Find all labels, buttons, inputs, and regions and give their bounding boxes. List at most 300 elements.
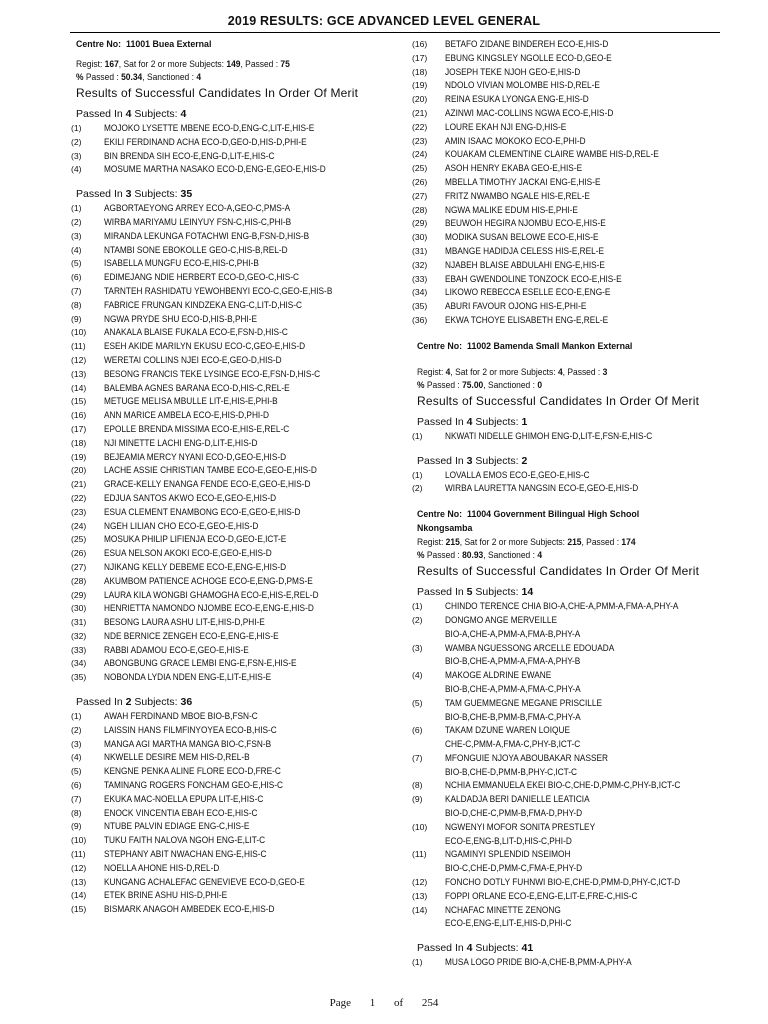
- list-item: [71, 876, 406, 890]
- entry-number: (31): [71, 617, 87, 628]
- entry-number: (6): [71, 780, 82, 791]
- entry-number: (32): [71, 630, 87, 641]
- entry-number: (8): [71, 299, 82, 310]
- entry-number: (34): [412, 287, 428, 298]
- entry-number: (2): [71, 136, 82, 147]
- entry-number: (3): [71, 150, 82, 161]
- list-item: [71, 602, 406, 616]
- list-item: [71, 547, 406, 561]
- list-item: [412, 697, 747, 725]
- entry-text: KOUAKAM CLEMENTINE CLAIRE WAMBE HIS-D,REL-E: [445, 149, 659, 160]
- list-item: [412, 848, 747, 876]
- entry-number: (20): [412, 94, 428, 105]
- entry-text: ISABELLA MUNGFU ECO-E,HIS-C,PHI-B: [104, 258, 259, 269]
- group-heading: [417, 454, 747, 469]
- list-item: [412, 259, 747, 273]
- entry-number: (5): [71, 258, 82, 269]
- entry-subjects: ECO-E,ENG-B,LIT-D,HIS-C,PHI-D: [445, 835, 572, 846]
- entry-text: BIN BRENDA SIH ECO-E,ENG-D,LIT-E,HIS-C: [104, 150, 275, 161]
- entry-number: (21): [71, 479, 87, 490]
- list-item: [412, 190, 747, 204]
- list-item: [71, 862, 406, 876]
- entry-text: KUNGANG ACHALEFAC GENEVIEVE ECO-D,GEO-E: [104, 876, 305, 887]
- entry-text: ESUA CLEMENT ENAMBONG ECO-E,GEO-E,HIS-D: [104, 506, 301, 517]
- entry-number: (33): [412, 273, 428, 284]
- group-subject-count: 4: [466, 942, 473, 955]
- list-item: [71, 437, 406, 451]
- entry-text: TAKAM DZUNE WAREN LOIQUE: [445, 725, 570, 736]
- entry-text: NKWATI NIDELLE GHIMOH ENG-D,LIT-E,FSN-E,HIS-C: [445, 430, 653, 441]
- entry-number: (25): [412, 163, 428, 174]
- entry-text: TARNTEH RASHIDATU YEWOHBENYI ECO-C,GEO-E,HIS-B: [104, 285, 333, 296]
- entry-number: (30): [412, 232, 428, 243]
- entry-number: (32): [412, 259, 428, 270]
- entry-text: KALDADJA BERI DANIELLE LEATICIA: [445, 794, 590, 805]
- list-item: [71, 230, 406, 244]
- group-label: Passed In: [417, 454, 464, 467]
- list-item: [71, 710, 406, 724]
- list-item: [412, 135, 747, 149]
- list-item: [71, 616, 406, 630]
- entry-number: (9): [71, 821, 82, 832]
- list-item: [71, 765, 406, 779]
- entry-subjects: BIO-B,CHE-D,PMM-B,PHY-C,ICT-C: [445, 766, 578, 777]
- entry-text: REINA ESUKA LYONGA ENG-E,HIS-D: [445, 94, 589, 105]
- entry-text: LIKOWO REBECCA ESELLE ECO-E,ENG-E: [445, 287, 611, 298]
- list-item: [412, 876, 747, 890]
- entry-text: NGWA PRYDE SHU ECO-D,HIS-B,PHI-E: [104, 313, 257, 324]
- list-item: [71, 451, 406, 465]
- list-item: [412, 779, 747, 793]
- entry-number: (34): [71, 658, 87, 669]
- centre-percent: % Passed : 80.93, Sanctioned : 4: [417, 550, 543, 561]
- entry-number: (27): [412, 190, 428, 201]
- entry-subjects: BIO-B,CHE-A,PMM-A,FMA-C,PHY-A: [445, 683, 581, 694]
- entry-number: (13): [71, 368, 87, 379]
- entry-text: NCHIA EMMANUELA EKEI BIO-C,CHE-D,PMM-C,PHY-B,ICT-C: [445, 780, 681, 791]
- entry-text: MAKOGE ALDRINE EWANE: [445, 670, 552, 681]
- entry-text: NJABEH BLAISE ABDULAHI ENG-E,HIS-E: [445, 259, 605, 270]
- entry-number: (2): [71, 724, 82, 735]
- results-list-continued: [412, 38, 747, 328]
- list-item: [412, 600, 747, 614]
- group-subject-count: 3: [125, 188, 132, 201]
- entry-number: (3): [412, 642, 423, 653]
- entry-text: HENRIETTA NAMONDO NJOMBE ECO-E,ENG-E,HIS-D: [104, 603, 314, 614]
- entry-number: (36): [412, 314, 428, 325]
- entry-number: (23): [71, 506, 87, 517]
- entry-text: DONGMO ANGE MERVEILLE: [445, 614, 557, 625]
- list-item: [71, 464, 406, 478]
- list-item: [71, 820, 406, 834]
- entry-number: (2): [412, 614, 423, 625]
- entry-number: (9): [412, 794, 423, 805]
- entry-text: FONCHO DOTLY FUHNWI BIO-E,CHE-D,PMM-D,PHY-C,ICT-D: [445, 877, 681, 888]
- entry-subjects: BIO-A,CHE-A,PMM-A,FMA-B,PHY-A: [445, 628, 581, 639]
- entry-number: (13): [412, 890, 428, 901]
- entry-number: (6): [412, 725, 423, 736]
- entry-number: (17): [412, 52, 428, 63]
- group-count: 35: [180, 188, 193, 201]
- list-item: [412, 273, 747, 287]
- entry-number: (10): [71, 327, 87, 338]
- entry-number: (5): [412, 697, 423, 708]
- entry-number: (18): [71, 437, 87, 448]
- list-item: [412, 642, 747, 670]
- entry-number: (26): [71, 548, 87, 559]
- group-label: Passed In: [417, 586, 464, 599]
- entry-text: LOURE EKAH NJI ENG-D,HIS-E: [445, 121, 567, 132]
- entry-text: WERETAI COLLINS NJEI ECO-E,GEO-D,HIS-D: [104, 354, 282, 365]
- entry-text: EBUNG KINGSLEY NGOLLE ECO-D,GEO-E: [445, 52, 612, 63]
- entry-number: (1): [412, 430, 423, 441]
- entry-text: BALEMBA AGNES BARANA ECO-D,HIS-C,REL-E: [104, 382, 290, 393]
- entry-number: (7): [71, 793, 82, 804]
- entry-number: (27): [71, 561, 87, 572]
- entry-text: NCHAFAC MINETTE ZENONG: [445, 904, 561, 915]
- group-suffix: Subjects:: [472, 454, 522, 467]
- results-heading: Results of Successful Candidates In Order Of Merit: [76, 86, 359, 100]
- entry-number: (4): [71, 752, 82, 763]
- entry-text: ETEK BRINE ASHU HIS-D,PHI-E: [104, 890, 228, 901]
- centre-header-line2: Nkongsamba: [417, 523, 473, 535]
- results-list: [71, 107, 406, 917]
- list-item: [71, 506, 406, 520]
- list-item: [412, 121, 747, 135]
- entry-text: METUGE MELISA MBULLE LIT-E,HIS-E,PHI-B: [104, 396, 278, 407]
- list-item: [71, 163, 406, 177]
- list-item: [71, 382, 406, 396]
- entry-number: (14): [71, 890, 87, 901]
- entry-number: (11): [412, 849, 427, 860]
- group-label: Passed In: [417, 415, 464, 428]
- entry-text: MIRANDA LEKUNGA FOTACHWI ENG-B,FSN-D,HIS-B: [104, 230, 310, 241]
- title-divider: [70, 32, 720, 33]
- group-heading: [76, 187, 406, 202]
- entry-number: (14): [412, 904, 428, 915]
- list-item: [71, 807, 406, 821]
- group-count: 14: [521, 586, 534, 599]
- entry-text: JOSEPH TEKE NJOH GEO-E,HIS-D: [445, 66, 581, 77]
- entry-number: (4): [71, 244, 82, 255]
- entry-number: (22): [71, 492, 87, 503]
- list-item: [412, 79, 747, 93]
- entry-text: CHINDO TERENCE CHIA BIO-A,CHE-A,PMM-A,FMA-A,PHY-A: [445, 601, 679, 612]
- entry-text: AGBORTAEYONG ARREY ECO-A,GEO-C,PMS-A: [104, 203, 291, 214]
- list-item: [71, 150, 406, 164]
- entry-number: (1): [71, 123, 82, 133]
- entry-number: (24): [71, 520, 87, 531]
- entry-text: TAM GUEMMEGNE MEGANE PRISCILLE: [445, 697, 602, 708]
- entry-number: (3): [71, 738, 82, 749]
- entry-text: EKILI FERDINAND ACHA ECO-D,GEO-D,HIS-D,PHI-E: [104, 136, 307, 147]
- group-subject-count: 3: [466, 454, 473, 467]
- entry-number: (16): [412, 39, 428, 49]
- group-subject-count: 4: [125, 108, 132, 120]
- entry-number: (13): [71, 876, 87, 887]
- entry-number: (2): [71, 216, 82, 227]
- list-item: [71, 575, 406, 589]
- list-item: [412, 614, 747, 642]
- list-item: [71, 299, 406, 313]
- entry-text: NDE BERNICE ZENGEH ECO-E,ENG-E,HIS-E: [104, 630, 279, 641]
- entry-text: RABBI ADAMOU ECO-E,GEO-E,HIS-E: [104, 644, 249, 655]
- list-item: [412, 821, 747, 849]
- centre-stats: Regist: 167, Sat for 2 or more Subjects: 149, Passed : 75: [76, 59, 290, 69]
- page-footer: [0, 997, 768, 1009]
- entry-number: (29): [412, 218, 428, 229]
- entry-text: NTAMBI SONE EBOKOLLE GEO-C,HIS-B,REL-D: [104, 244, 288, 255]
- list-item: [412, 93, 747, 107]
- centre-header: Centre No: 11001 Buea External: [76, 39, 212, 50]
- entry-text: ABURI FAVOUR OJONG HIS-E,PHI-E: [445, 301, 587, 312]
- group-suffix: Subjects:: [472, 942, 522, 955]
- entry-text: NDOLO VIVIAN MOLOMBE HIS-D,REL-E: [445, 80, 600, 91]
- entry-number: (31): [412, 245, 428, 256]
- entry-text: WIRBA MARIYAMU LEINYUY FSN-C,HIS-C,PHI-B: [104, 216, 292, 227]
- entry-text: NOELLA AHONE HIS-D,REL-D: [104, 862, 220, 873]
- entry-number: (8): [71, 807, 82, 818]
- entry-number: (8): [412, 780, 423, 791]
- group-count: 36: [180, 696, 193, 709]
- list-item: [412, 752, 747, 780]
- list-item: [71, 738, 406, 752]
- list-item: [71, 354, 406, 368]
- group-heading: [417, 415, 747, 430]
- entry-text: NJI MINETTE LACHI ENG-D,LIT-E,HIS-D: [104, 437, 258, 448]
- group-subject-count: 4: [466, 415, 473, 428]
- entry-number: (29): [71, 589, 87, 600]
- list-item: [71, 423, 406, 437]
- entry-text: ESUA NELSON AKOKI ECO-E,GEO-E,HIS-D: [104, 548, 272, 559]
- entry-number: (30): [71, 603, 87, 614]
- list-item: [71, 657, 406, 671]
- list-item: [412, 66, 747, 80]
- entry-number: (1): [412, 601, 423, 612]
- entry-subjects: CHE-C,PMM-A,FMA-C,PHY-B,ICT-C: [445, 739, 581, 750]
- list-item: [71, 889, 406, 903]
- list-item: [412, 793, 747, 821]
- list-item: [71, 368, 406, 382]
- entry-number: (11): [71, 341, 86, 352]
- entry-text: STEPHANY ABIT NWACHAN ENG-E,HIS-C: [104, 849, 267, 860]
- entry-text: EPOLLE BRENDA MISSIMA ECO-E,HIS-E,REL-C: [104, 423, 290, 434]
- entry-text: NGWENYI MOFOR SONITA PRESTLEY: [445, 821, 596, 832]
- entry-number: (19): [71, 451, 87, 462]
- entry-text: FRITZ NWAMBO NGALE HIS-E,REL-E: [445, 190, 590, 201]
- left-column: [71, 38, 406, 917]
- entry-number: (23): [412, 135, 428, 146]
- entry-number: (1): [71, 711, 82, 722]
- group-count: 2: [521, 454, 528, 467]
- list-item: [71, 630, 406, 644]
- list-item: [71, 724, 406, 738]
- list-item: [412, 162, 747, 176]
- entry-number: (12): [412, 877, 428, 888]
- entry-number: (35): [71, 672, 87, 683]
- entry-subjects: BIO-C,CHE-D,PMM-C,FMA-E,PHY-D: [445, 863, 583, 874]
- entry-text: NKWELLE DESIRE MEM HIS-D,REL-B: [104, 752, 250, 763]
- entry-subjects: BIO-B,CHE-B,PMM-B,FMA-C,PHY-A: [445, 711, 581, 722]
- entry-text: NJIKANG KELLY DEBEME ECO-E,ENG-E,HIS-D: [104, 561, 287, 572]
- entry-text: MBANGE HADIDJA CELESS HIS-E,REL-E: [445, 245, 604, 256]
- list-item: [71, 395, 406, 409]
- group-suffix: Subjects:: [472, 586, 522, 599]
- entry-number: (7): [71, 285, 82, 296]
- list-item: [71, 122, 406, 136]
- entry-subjects: BIO-B,CHE-A,PMM-A,FMA-A,PHY-B: [445, 656, 581, 667]
- list-item: [412, 300, 747, 314]
- entry-number: (1): [412, 957, 423, 968]
- group-suffix: Subjects:: [472, 415, 522, 428]
- list-item: [71, 848, 406, 862]
- list-item: [412, 52, 747, 66]
- group-suffix: Subjects:: [131, 108, 181, 120]
- list-item: [71, 478, 406, 492]
- entry-number: (10): [412, 821, 428, 832]
- entry-text: BESONG FRANCIS TEKE LYSINGE ECO-E,FSN-D,HIS-C: [104, 368, 321, 379]
- list-item: [412, 904, 747, 932]
- entry-text: ENOCK VINCENTIA EBAH ECO-E,HIS-C: [104, 807, 258, 818]
- entry-text: BEUWOH HEGIRA NJOMBU ECO-E,HIS-E: [445, 218, 606, 229]
- entry-number: (17): [71, 423, 87, 434]
- entry-number: (12): [71, 862, 87, 873]
- list-item: [71, 779, 406, 793]
- list-item: [71, 136, 406, 150]
- entry-text: WAMBA NGUESSONG ARCELLE EDOUADA: [445, 642, 615, 653]
- entry-text: MODIKA SUSAN BELOWE ECO-E,HIS-E: [445, 232, 599, 243]
- entry-number: (19): [412, 80, 428, 91]
- entry-text: GRACE-KELLY ENANGA FENDE ECO-E,GEO-E,HIS-D: [104, 479, 311, 490]
- group-count: 1: [521, 415, 528, 428]
- entry-text: NGWA MALIKE EDUM HIS-E,PHI-E: [445, 204, 578, 215]
- entry-text: ASOH HENRY EKABA GEO-E,HIS-E: [445, 163, 583, 174]
- list-item: [71, 589, 406, 603]
- entry-text: ANAKALA BLAISE FUKALA ECO-E,FSN-D,HIS-C: [104, 327, 288, 338]
- page-total: 254: [421, 997, 439, 1009]
- entry-number: (9): [71, 313, 82, 324]
- entry-text: EBAH GWENDOLINE TONZOCK ECO-E,HIS-E: [445, 273, 622, 284]
- list-item: [71, 644, 406, 658]
- list-item: [412, 669, 747, 697]
- list-item: [71, 834, 406, 848]
- list-item: [412, 314, 747, 328]
- entry-text: ANN MARICE AMBELA ECO-E,HIS-D,PHI-D: [104, 410, 269, 421]
- entry-text: AWAH FERDINAND MBOE BIO-B,FSN-C: [104, 711, 258, 722]
- list-item: [412, 204, 747, 218]
- entry-text: NTUBE PALVIN EDIAGE ENG-C,HIS-E: [104, 821, 250, 832]
- group-label: Passed In: [76, 188, 123, 201]
- entry-text: NGAMINYI SPLENDID NSEIMOH: [445, 849, 571, 860]
- list-item: [412, 482, 747, 496]
- list-item: [71, 285, 406, 299]
- entry-text: TUKU FAITH NALOVA NGOH ENG-E,LIT-C: [104, 835, 266, 846]
- entry-number: (7): [412, 752, 423, 763]
- group-label: Passed In: [76, 108, 123, 120]
- entry-number: (4): [412, 670, 423, 681]
- entry-text: NGEH LILIAN CHO ECO-E,GEO-E,HIS-D: [104, 520, 259, 531]
- list-item: [412, 286, 747, 300]
- list-item: [71, 326, 406, 340]
- entry-number: (35): [412, 301, 428, 312]
- list-item: [412, 890, 747, 904]
- entry-number: (4): [71, 164, 82, 175]
- list-item: [71, 271, 406, 285]
- list-item: [412, 469, 747, 483]
- entry-number: (24): [412, 149, 428, 160]
- entry-number: (16): [71, 410, 87, 421]
- entry-text: EDIMEJANG NDIE HERBERT ECO-D,GEO-C,HIS-C: [104, 272, 299, 283]
- entry-subjects: ECO-E,ENG-E,LIT-E,HIS-D,PHI-C: [445, 918, 572, 929]
- entry-text: LOVALLA EMOS ECO-E,GEO-E,HIS-C: [445, 469, 590, 480]
- entry-text: BETAFO ZIDANE BINDEREH ECO-E,HIS-D: [445, 39, 609, 49]
- list-item: [412, 176, 747, 190]
- group-heading: [76, 695, 406, 710]
- entry-text: FABRICE FRUNGAN KINDZEKA ENG-C,LIT-D,HIS-C: [104, 299, 303, 310]
- entry-text: LAURA KILA WONGBI GHAMOGHA ECO-E,HIS-E,REL-D: [104, 589, 319, 600]
- group-subject-count: 2: [125, 696, 132, 709]
- group-suffix: Subjects:: [131, 188, 181, 201]
- centre-header: Centre No: 11004 Government Bilingual High School: [417, 509, 640, 521]
- entry-text: TAMINANG ROGERS FONCHAM GEO-E,HIS-C: [104, 780, 284, 791]
- group-suffix: Subjects:: [131, 696, 181, 709]
- list-item: [412, 956, 747, 970]
- list-item: [71, 492, 406, 506]
- entry-number: (25): [71, 534, 87, 545]
- entry-number: (26): [412, 176, 428, 187]
- entry-number: (12): [71, 354, 87, 365]
- entry-text: ABONGBUNG GRACE LEMBI ENG-E,FSN-E,HIS-E: [104, 658, 297, 669]
- entry-text: MOJOKO LYSETTE MBENE ECO-D,ENG-C,LIT-E,HIS-E: [104, 123, 315, 133]
- entry-text: MFONGUIE NJOYA ABOUBAKAR NASSER: [445, 752, 608, 763]
- entry-text: LAISSIN HANS FILMFINYOYEA ECO-B,HIS-C: [104, 724, 277, 735]
- entry-number: (6): [71, 272, 82, 283]
- entry-text: MBELLA TIMOTHY JACKAI ENG-E,HIS-E: [445, 176, 601, 187]
- list-item: [71, 202, 406, 216]
- list-item: [412, 107, 747, 121]
- group-label: Passed In: [76, 696, 123, 709]
- group-heading: [417, 585, 747, 600]
- group-heading: [417, 941, 747, 956]
- entry-text: AKUMBOM PATIENCE ACHOGE ECO-E,ENG-D,PMS-E: [104, 575, 313, 586]
- centre-percent: % Passed : 75.00, Sanctioned : 0: [417, 379, 543, 390]
- entry-number: (1): [71, 203, 82, 214]
- centre-stats: Regist: 215, Sat for 2 or more Subjects: 215, Passed : 174: [417, 537, 636, 548]
- entry-number: (22): [412, 121, 428, 132]
- results-list: [412, 415, 747, 496]
- list-item: [71, 561, 406, 575]
- list-item: [71, 409, 406, 423]
- list-item: [71, 671, 406, 685]
- entry-number: (15): [71, 904, 87, 915]
- results-heading: Results of Successful Candidates In Order Of Merit: [417, 393, 700, 408]
- list-item: [412, 38, 747, 52]
- of-label: of: [393, 997, 404, 1009]
- page-number: 1: [369, 997, 376, 1009]
- entry-text: BESONG LAURA ASHU LIT-E,HIS-D,PHI-E: [104, 617, 265, 628]
- list-item: [71, 257, 406, 271]
- list-item: [412, 148, 747, 162]
- entry-text: MOSUME MARTHA NASAKO ECO-D,ENG-E,GEO-E,HIS-D: [104, 164, 326, 175]
- entry-text: AMIN ISAAC MOKOKO ECO-E,PHI-D: [445, 135, 586, 146]
- entry-number: (2): [412, 483, 423, 494]
- entry-number: (1): [412, 469, 423, 480]
- group-heading: [76, 107, 406, 122]
- list-item: [71, 520, 406, 534]
- centre-percent: % Passed : 50.34, Sanctioned : 4: [76, 72, 202, 82]
- list-item: [71, 533, 406, 547]
- entry-text: MANGA AGI MARTHA MANGA BIO-C,FSN-B: [104, 738, 272, 749]
